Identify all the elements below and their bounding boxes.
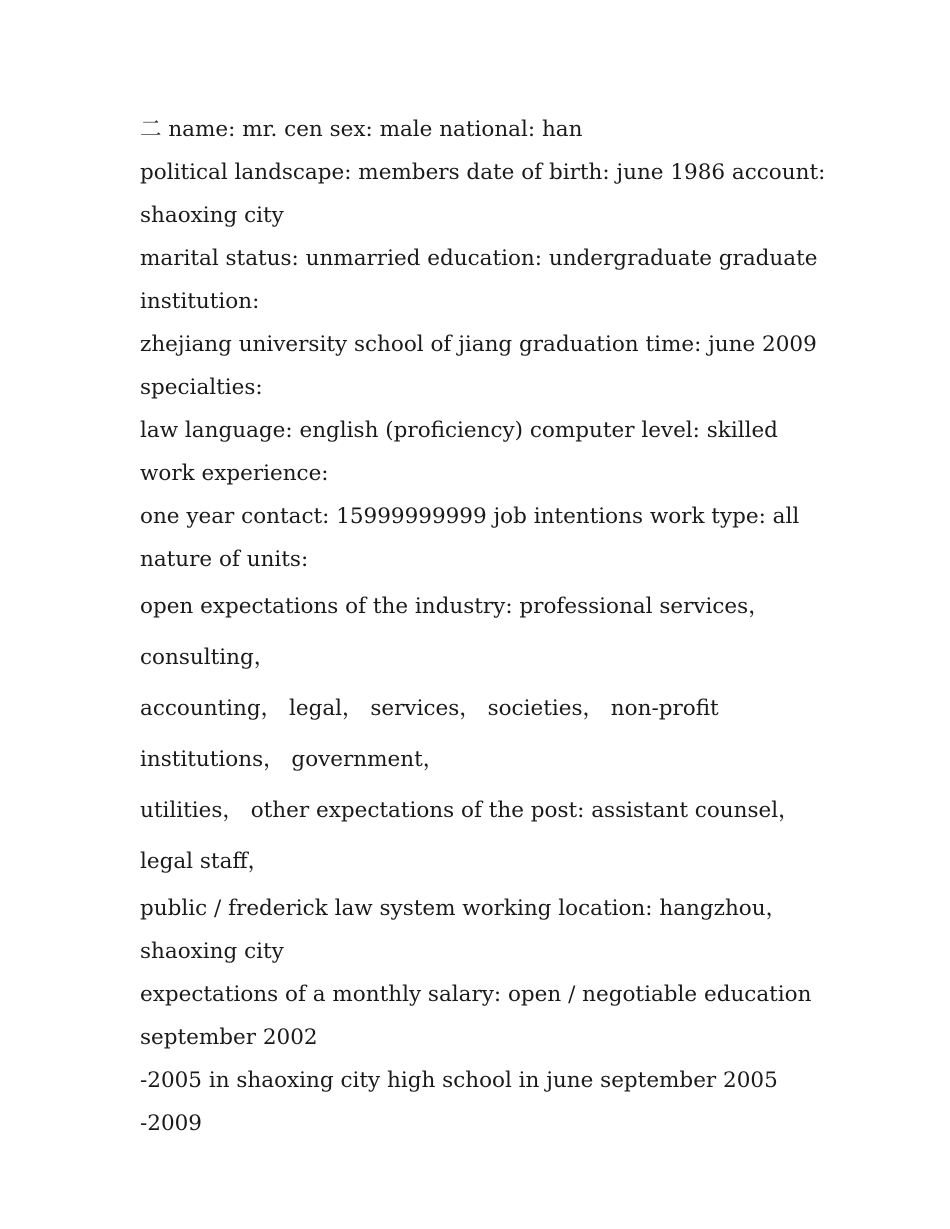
paragraph-language-computer: law language: english (proficiency) computer level: skilled work experience: [140,418,778,486]
paragraph-university-graduation: zhejiang university school of jiang graduation time: june 2009 specialties: [140,332,817,400]
paragraph-name-sex-nationality: 二 name: mr. cen sex: male national: han [140,117,583,142]
resume-text [140,108,830,1145]
paragraph-industry-expectations: open expectations of the industry: professional services，consulting， [140,594,770,670]
paragraph-working-location: public / frederick law system working location: hangzhou，shaoxing city [140,896,788,964]
paragraph-political-birth-account: political landscape: members date of birth: june 1986 account: shaoxing city [140,160,826,228]
paragraph-salary-education: expectations of a monthly salary: open / negotiable education september 2002 [140,982,812,1050]
paragraph-post-expectations: utilities， other expectations of the post: assistant counsel，legal staff， [140,798,800,874]
paragraph-marital-education: marital status: unmarried education: undergraduate graduate institution: [140,246,818,314]
paragraph-industry-list: accounting， legal， services， societies， non-profit institutions， government， [140,696,719,772]
paragraph-education-history: -2005 in shaoxing city high school in june september 2005 -2009 [140,1068,778,1136]
paragraph-contact-job-intentions: one year contact: 15999999999 job intentions work type: all nature of units: [140,504,800,572]
